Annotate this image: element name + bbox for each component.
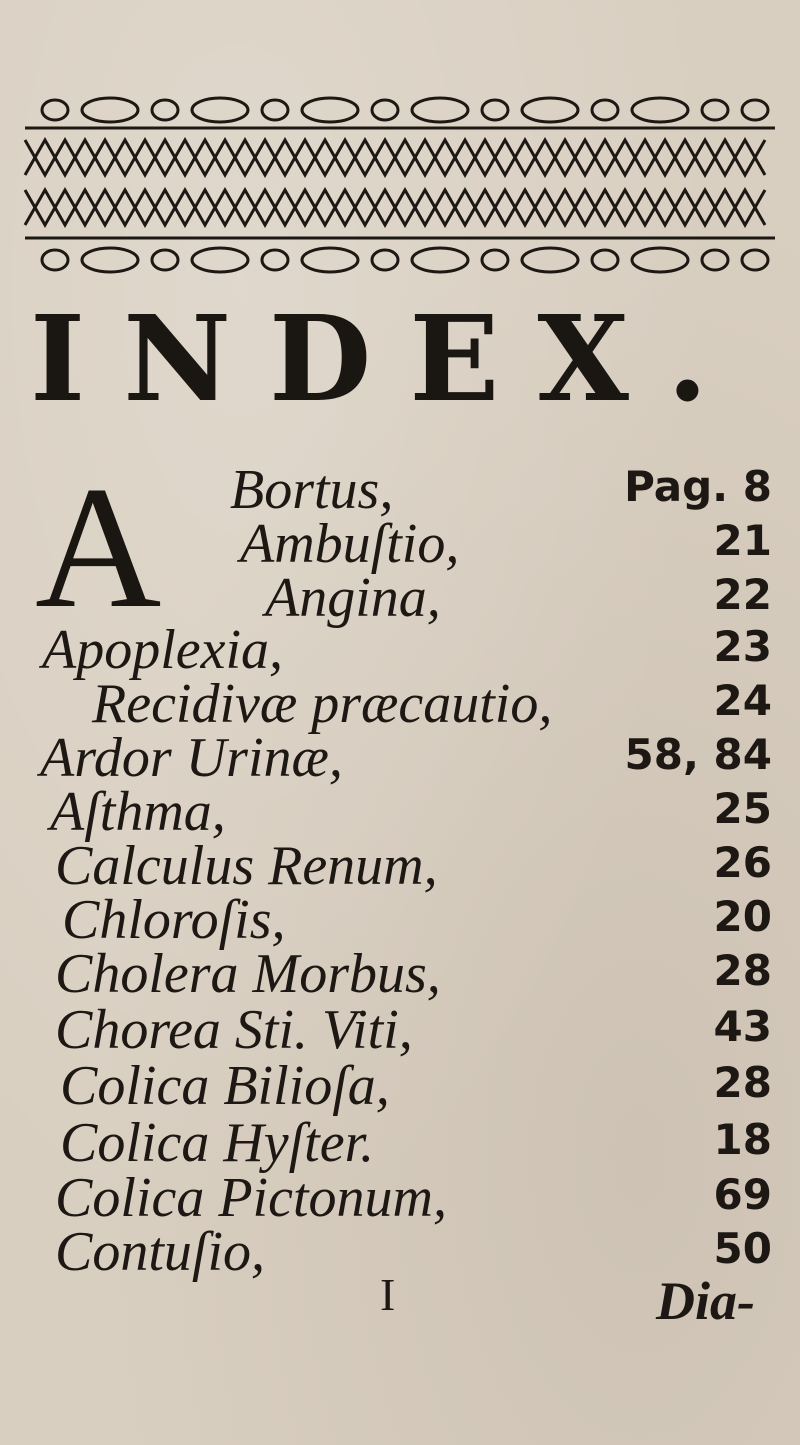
entry-term: Chloroſis,	[62, 889, 286, 951]
catchword: Dia-	[656, 1271, 755, 1331]
entry-page: 20	[713, 892, 772, 941]
entry-page: 50	[713, 1224, 772, 1273]
entry-page: 26	[713, 838, 772, 887]
entry-term: Chorea Sti. Viti,	[55, 999, 413, 1061]
entry-term: Ardor Urinæ,	[40, 727, 343, 789]
entry-page: 25	[713, 784, 772, 833]
entry-term: Colica Hyſter.	[60, 1112, 375, 1174]
entry-term: Colica Bilioſa,	[60, 1055, 390, 1117]
entry-term: Colica Pictonum,	[55, 1167, 447, 1229]
entry-term: Angina,	[265, 567, 441, 629]
entry-page: 58, 84	[624, 730, 772, 779]
drop-cap-letter: A	[35, 450, 162, 644]
entry-page: 69	[713, 1170, 772, 1219]
index-title: INDEX.	[30, 289, 746, 428]
entry-page: 23	[713, 622, 772, 671]
entry-page: Pag. 8	[624, 462, 772, 511]
entry-term: Aſthma,	[50, 781, 226, 843]
entry-page: 24	[713, 676, 772, 725]
entry-term: Ambuſtio,	[240, 513, 460, 575]
entry-page: 22	[713, 570, 772, 619]
entry-term: Calculus Renum,	[55, 835, 438, 897]
entry-page: 18	[713, 1115, 772, 1164]
entry-term: Recidivæ præcautio,	[92, 673, 553, 735]
ornamental-header-band	[15, 80, 785, 295]
entry-page: 21	[713, 516, 772, 565]
entry-page: 43	[713, 1002, 772, 1051]
signature-mark: I	[380, 1269, 396, 1320]
entry-term: Contuſio,	[55, 1221, 266, 1283]
entry-term: Apoplexia,	[42, 619, 284, 681]
entry-page: 28	[713, 946, 772, 995]
entry-page: 28	[713, 1058, 772, 1107]
entry-term: Bortus,	[230, 459, 394, 521]
entry-term: Cholera Morbus,	[55, 943, 441, 1005]
